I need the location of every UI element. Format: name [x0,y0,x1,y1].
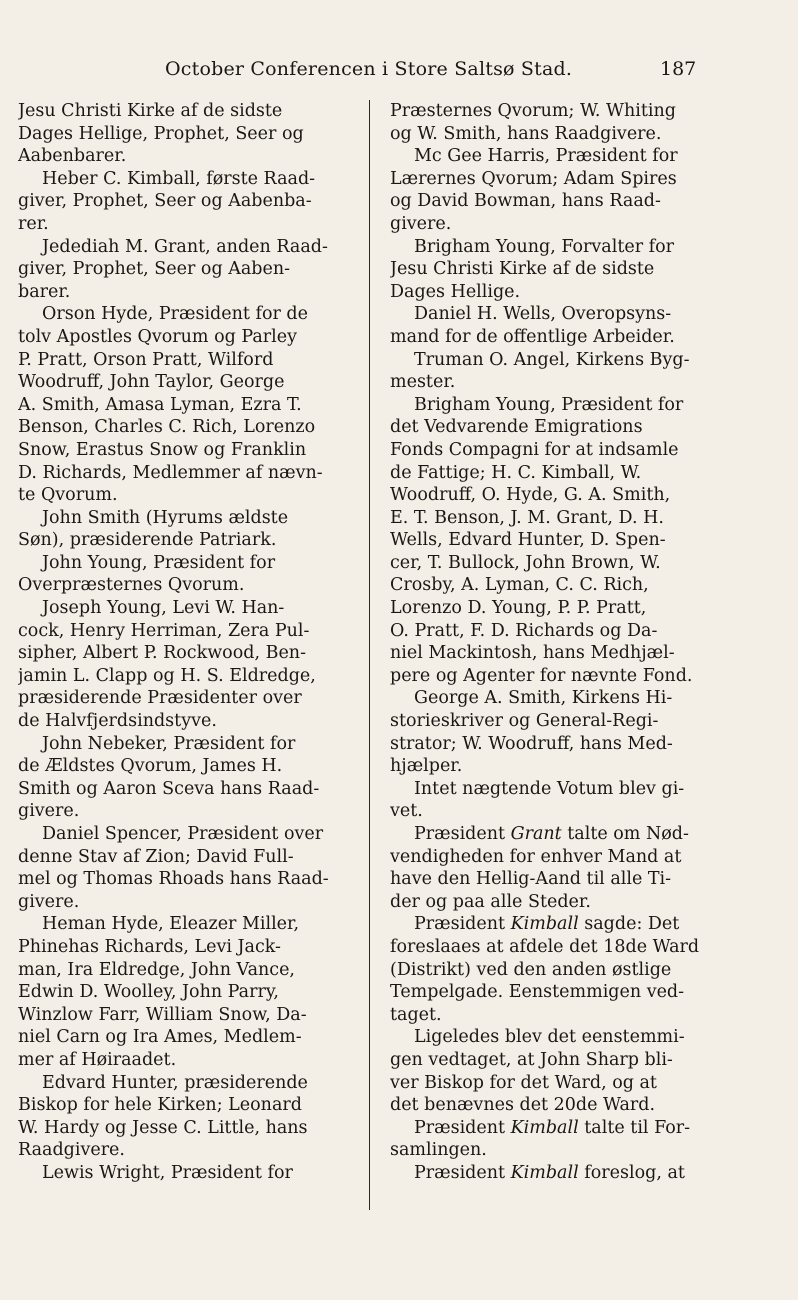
paragraph [18,913,354,1071]
text-line: mester. [390,372,456,393]
paragraph [390,913,720,1026]
paragraph [18,823,354,913]
text-line: have den Hellig-Aand til alle Ti- [390,869,672,890]
text-line: niel Carn og Ira Ames, Medlem- [18,1027,302,1048]
text-line: Edwin D. Woolley, John Parry, [18,982,279,1003]
text-line: te Qvorum. [18,485,118,506]
text-line: de Halvfjerdsindstyve. [18,711,217,732]
text-line: præsiderende Præsidenter over [18,688,302,709]
left-text-column [18,100,354,1185]
text-line: Orson Hyde, Præsident for de [42,304,308,325]
text-line: mel og Thomas Rhoads hans Raad- [18,869,329,890]
text-line: E. T. Benson, J. M. Grant, D. H. [390,507,664,528]
paragraph [18,303,354,506]
text-line: Jesu Christi Kirke af de sidste [390,259,655,280]
page-number: 187 [660,58,697,80]
text-line: strator; W. Woodruff, hans Med- [390,733,673,754]
paragraph [18,1072,354,1162]
text-line: (Distrikt) ved den anden østlige [390,959,672,980]
paragraph [390,303,720,348]
text-line: Biskop for hele Kirken; Leonard [18,1095,302,1116]
text-line: mand for de offentlige Arbeider. [390,326,675,347]
text-line: Benson, Charles C. Rich, Lorenzo [18,417,316,438]
text-line: det benævnes det 20de Ward. [390,1095,656,1116]
text-line: giver, Prophet, Seer og Aabenba- [18,191,312,212]
text-line: O. Pratt, F. D. Richards og Da- [390,620,658,641]
paragraph [390,1026,720,1116]
paragraph [18,236,354,304]
text-line: John Young, Præsident for [42,552,276,573]
text-line: givere. [390,213,452,234]
text-line: og David Bowman, hans Raad- [390,191,661,212]
text-line: P. Pratt, Orson Pratt, Wilford [18,349,274,370]
text-line: Præsident Kimball foreslog, at [414,1162,685,1183]
text-line: Raadgivere. [18,1140,125,1161]
text-line: Edvard Hunter, præsiderende [42,1072,308,1093]
text-line: hjælper. [390,756,463,777]
paragraph [390,1117,720,1162]
text-line: taget. [390,1004,442,1025]
column-divider [369,100,370,1210]
text-line: Tempelgade. Eenstemmigen ved- [390,982,685,1003]
paragraph [390,100,720,145]
text-line: Overpræsternes Qvorum. [18,575,245,596]
text-line: vet. [390,801,423,822]
text-line: sipher, Albert P. Rockwood, Ben- [18,643,306,664]
text-line: denne Stav af Zion; David Full- [18,846,294,867]
paragraph [18,552,354,597]
paragraph [18,168,354,236]
paragraph [390,236,720,304]
text-line: der og paa alle Steder. [390,891,591,912]
text-line: pere og Agenter for nævnte Fond. [390,665,693,686]
paragraph [390,687,720,777]
paragraph [390,349,720,394]
text-line: jamin L. Clapp og H. S. Eldredge, [18,665,316,686]
paragraph [390,145,720,235]
paragraph [18,507,354,552]
text-line: givere. [18,891,80,912]
text-line: Præsident Kimball sagde: Det [414,914,680,935]
text-line: foreslaaes at afdele det 18de Ward [390,936,700,957]
text-line: Intet nægtende Votum blev gi- [414,778,685,799]
text-line: Jesu Christi Kirke af de sidste [18,101,283,121]
text-line: Søn), præsiderende Patriark. [18,530,277,551]
text-line: Joseph Young, Levi W. Han- [42,598,285,619]
paragraph [390,1162,720,1185]
text-line: storieskriver og General-Regi- [390,711,659,732]
text-line: niel Mackintosh, hans Medhjæl- [390,643,675,664]
paragraph [18,597,354,733]
text-line: Jedediah M. Grant, anden Raad- [42,236,328,257]
text-line: John Smith (Hyrums ældste [42,507,289,528]
paragraph [390,394,720,688]
text-line: de Ældstes Qvorum, James H. [18,756,283,777]
text-line: Ligeledes blev det eenstemmi- [414,1027,685,1048]
paragraph [18,100,354,168]
page-header [0,58,798,88]
text-line: Truman O. Angel, Kirkens Byg- [414,349,690,370]
text-line: John Nebeker, Præsident for [42,733,296,754]
text-line: A. Smith, Amasa Lyman, Ezra T. [18,394,302,415]
text-line: Phinehas Richards, Levi Jack- [18,936,281,957]
text-line: Brigham Young, Præsident for [414,394,684,415]
paragraph [390,823,720,913]
right-text-column [390,100,720,1185]
text-line: Mc Gee Harris, Præsident for [414,146,678,167]
text-line: gen vedtaget, at John Sharp bli- [390,1049,673,1070]
text-line: Præsident Kimball talte til For- [414,1117,691,1138]
text-line: Dages Hellige. [390,281,521,302]
text-line: Aabenbarer. [18,146,127,167]
text-line: giver, Prophet, Seer og Aaben- [18,259,291,280]
text-line: tolv Apostles Qvorum og Parley [18,326,297,347]
text-line: Woodruff, O. Hyde, G. A. Smith, [390,485,671,506]
text-line: Daniel Spencer, Præsident over [42,824,324,844]
text-line: W. Hardy og Jesse C. Little, hans [18,1117,308,1138]
text-line: samlingen. [390,1140,487,1161]
text-line: barer. [18,281,71,302]
text-line: Woodruff, John Taylor, George [18,372,285,393]
text-line: Fonds Compagni for at indsamle [390,439,679,460]
text-line: D. Richards, Medlemmer af nævn- [18,462,323,483]
text-line: Brigham Young, Forvalter for [414,236,675,257]
paragraph [18,733,354,823]
text-line: Heman Hyde, Eleazer Miller, [42,914,300,935]
text-line: Præsternes Qvorum; W. Whiting [390,101,676,121]
text-line: og W. Smith, hans Raadgivere. [390,123,662,144]
text-line: Snow, Erastus Snow og Franklin [18,439,307,460]
text-line: Wells, Edvard Hunter, D. Spen- [390,530,666,551]
text-line: Lorenzo D. Young, P. P. Pratt, [390,598,647,619]
text-line: man, Ira Eldredge, John Vance, [18,959,295,980]
text-line: Lewis Wright, Præsident for [42,1162,293,1183]
text-line: mer af Høiraadet. [18,1049,177,1070]
text-line: George A. Smith, Kirkens Hi- [414,688,673,709]
text-line: Dages Hellige, Prophet, Seer og [18,123,304,144]
text-line: cer, T. Bullock, John Brown, W. [390,552,661,573]
text-line: de Fattige; H. C. Kimball, W. [390,462,642,483]
paragraph [18,1162,354,1185]
text-line: ver Biskop for det Ward, og at [390,1072,657,1093]
text-line: rer. [18,213,49,234]
text-line: Lærernes Qvorum; Adam Spires [390,168,677,189]
running-title: October Conferencen i Store Saltsø Stad. [165,58,573,80]
text-line: vendigheden for enhver Mand at [390,846,682,867]
text-line: givere. [18,801,80,822]
text-line: Smith og Aaron Sceva hans Raad- [18,778,320,799]
text-line: Daniel H. Wells, Overopsyns- [414,304,672,325]
text-line: Crosby, A. Lyman, C. C. Rich, [390,575,649,596]
text-line: Præsident Grant talte om Nød- [414,824,689,844]
text-line: Heber C. Kimball, første Raad- [42,168,316,189]
paragraph [390,778,720,823]
text-line: Winzlow Farr, William Snow, Da- [18,1004,307,1025]
text-line: cock, Henry Herriman, Zera Pul- [18,620,310,641]
text-line: det Vedvarende Emigrations [390,417,643,438]
